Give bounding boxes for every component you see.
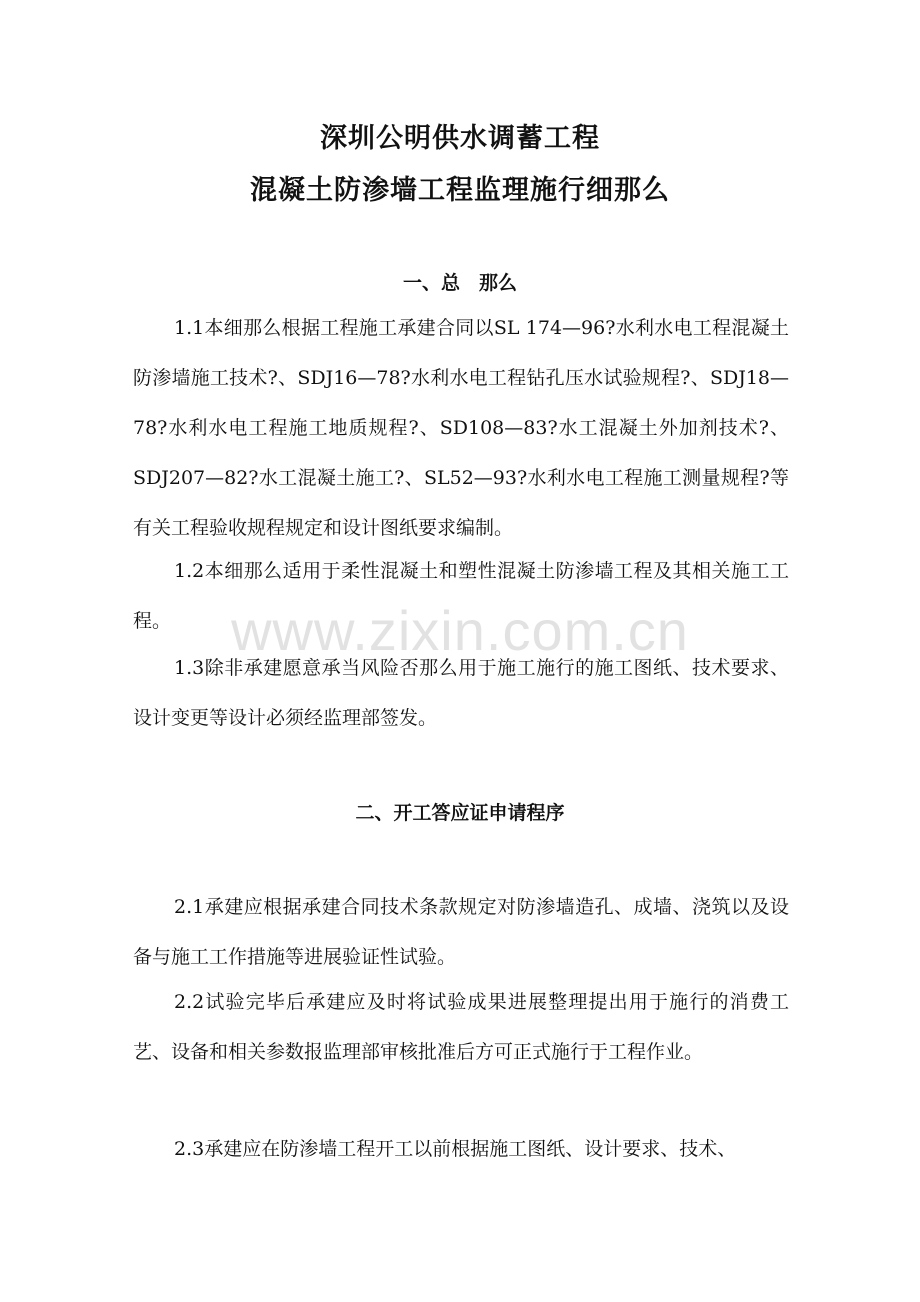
paragraph-2-1: 2.1承建应根据承建合同技术条款规定对防渗墙造孔、成墙、浇筑以及设备与施工工作措施等进展验证性试验。 bbox=[133, 896, 789, 968]
paragraph-2-3: 2.3承建应在防渗墙工程开工以前根据施工图纸、设计要求、技术、 bbox=[174, 1138, 737, 1160]
paragraph-2-2: 2.2试验完毕后承建应及时将试验成果进展整理提出用于施行的消费工艺、设备和相关参数报监理部审核批准后方可正式施行于工程作业。 bbox=[133, 991, 789, 1063]
section-heading-general: 一、总 那么 bbox=[402, 272, 517, 294]
section-heading-permit: 二、开工答应证申请程序 bbox=[355, 802, 565, 824]
document-title-line1: 深圳公明供水调蓄工程 bbox=[320, 123, 600, 154]
paragraph-1-2: 1.2本细那么适用于柔性混凝土和塑性混凝土防渗墙工程及其相关施工工程。 bbox=[133, 560, 789, 632]
paragraph-1-3: 1.3除非承建愿意承当风险否那么用于施工施行的施工图纸、技术要求、设计变更等设计必须经监理部签发。 bbox=[133, 657, 789, 729]
paragraph-1-1: 1.1本细那么根据工程施工承建合同以SL 174—96?水利水电工程混凝土防渗墙施工技术?、SDJ16—78?水利水电工程钻孔压水试验规程?、SDJ18—78?水利水电工程施工地质规程?、SD108—83?水工混凝土外加剂技术?、SDJ207—82?水工混凝土施工?、SL52—93?水利水电工程施工测量规程?等有关工程验收规程规定和设计图纸要求编制。 bbox=[133, 317, 789, 539]
watermark: www.zixin.com.cn bbox=[231, 599, 689, 662]
document-title-line2: 混凝土防渗墙工程监理施行细那么 bbox=[250, 175, 670, 206]
